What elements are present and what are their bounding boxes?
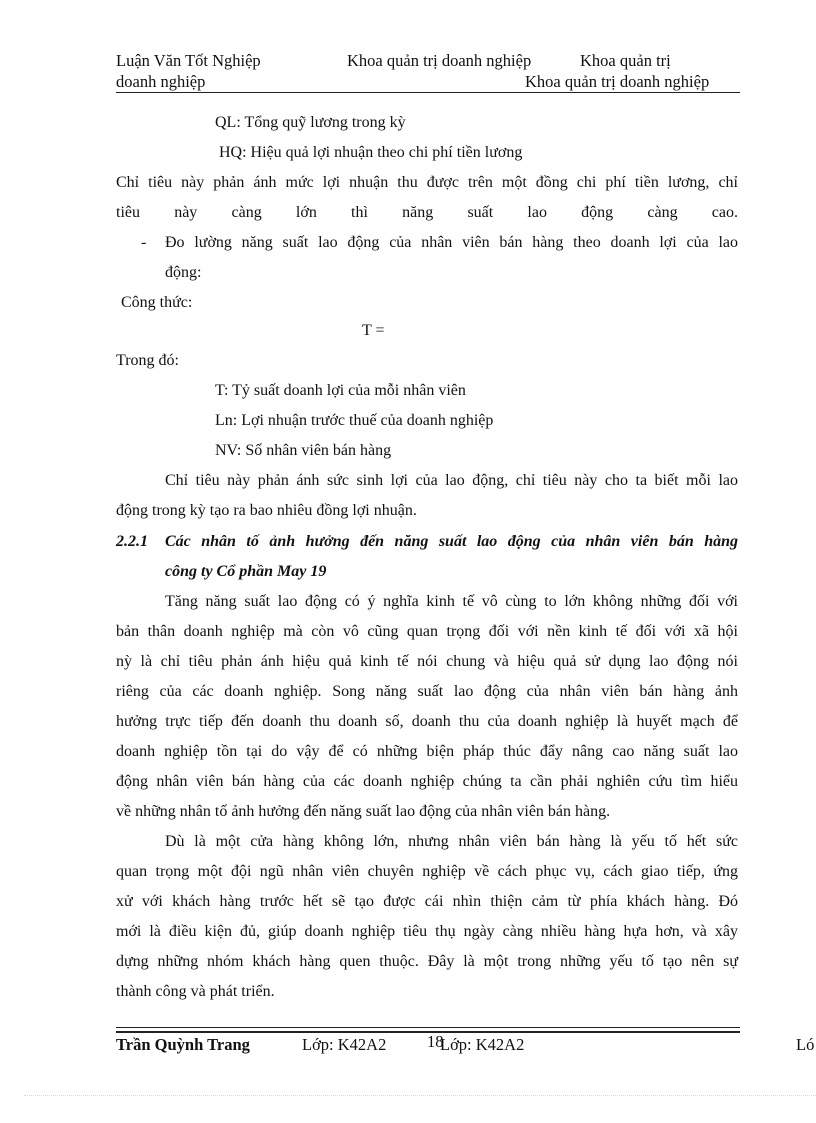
paragraph-4-line-2: quan trọng một đội ngũ nhân viên chuyên nghiệp về cách phục vụ, cách giao tiếp, ứng xyxy=(116,863,738,880)
header-right-line1: Khoa quản trị xyxy=(580,51,671,70)
where-label: Trong đó: xyxy=(116,352,179,369)
paragraph-3-line-5: hưởng trực tiếp đến doanh thu doanh số, doanh thu của doanh nghiệp là huyết mạch để xyxy=(116,713,738,730)
footer-class-1: Lớp: K42A2 xyxy=(302,1035,387,1054)
section-title-line-2: công ty Cổ phần May 19 xyxy=(165,563,327,580)
footer-author: Trần Quỳnh Trang xyxy=(116,1035,250,1054)
formula: T = xyxy=(362,322,385,339)
bullet-line-1: Đo lường năng suất lao động của nhân viên bán hàng theo doanh lợi của lao xyxy=(165,234,738,251)
paragraph-3-line-1: Tăng năng suất lao động có ý nghĩa kinh tế vô cùng to lớn không những đối với xyxy=(165,593,738,610)
formula-label: Công thức: xyxy=(121,294,193,311)
definition-ln: Ln: Lợi nhuận trước thuế của doanh nghiệp xyxy=(215,412,494,429)
footer-class-2: Lớp: K42A2 xyxy=(440,1035,525,1054)
section-title-line-1: Các nhân tố ảnh hưởng đến năng suất lao động của nhân viên bán hàng xyxy=(165,533,738,550)
header-left-line2: doanh nghiệp xyxy=(116,72,206,91)
paragraph-1-line-1: Chỉ tiêu này phản ánh mức lợi nhuận thu được trên một đồng chi phí tiền lương, chỉ xyxy=(116,174,738,191)
page-bottom-divider xyxy=(24,1095,816,1096)
paragraph-4-line-5: dựng những nhóm khách hàng quen thuộc. Đây là một trong những yếu tố tạo nên sự xyxy=(116,953,738,970)
paragraph-3-line-2: bản thân doanh nghiệp mà còn vô cũng quan trọng đối với nền kinh tế đối với xã hội xyxy=(116,623,738,640)
header-left-line1: Luận Văn Tốt Nghiệp xyxy=(116,51,261,70)
paragraph-4-line-1: Dù là một cửa hàng không lớn, nhưng nhân viên bán hàng là yếu tố hết sức xyxy=(165,833,738,850)
paragraph-3-line-6: doanh nghiệp tồn tại do vậy để có những biện pháp thúc đẩy nâng cao năng suất lao xyxy=(116,743,738,760)
paragraph-1-line-2: tiêu này càng lớn thì năng suất lao động càng cao. xyxy=(116,204,738,221)
paragraph-4-line-3: xử với khách hàng trước hết sẽ tạo được cái nhìn thiện cảm từ phía khách hàng. Đó xyxy=(116,893,738,910)
section-number: 2.2.1 xyxy=(116,533,148,550)
definition-ql: QL: Tổng quỹ lương trong kỳ xyxy=(215,114,406,131)
definition-hq: HQ: Hiệu quả lợi nhuận theo chi phí tiền lương xyxy=(219,144,523,161)
bullet-line-2: động: xyxy=(165,264,202,281)
definition-nv: NV: Số nhân viên bán hàng xyxy=(215,442,392,459)
header-right-line2: Khoa quản trị doanh nghiệp xyxy=(525,72,710,91)
paragraph-3-line-8: về những nhân tố ảnh hưởng đến năng suất lao động của nhân viên bán hàng. xyxy=(116,803,611,820)
footer-page-number: 18 xyxy=(427,1032,444,1051)
paragraph-2-line-1: Chỉ tiêu này phản ánh sức sinh lợi của lao động, chỉ tiêu này cho ta biết mỗi lao xyxy=(165,472,738,489)
paragraph-3-line-4: riêng của các doanh nghiệp. Song năng suất lao động của nhân viên bán hàng ảnh xyxy=(116,683,738,700)
paragraph-2-line-2: động trong kỳ tạo ra bao nhiêu đồng lợi nhuận. xyxy=(116,502,417,519)
paragraph-3-line-7: động nhân viên bán hàng của các doanh nghiệp chúng ta cần phải nghiên cứu tìm hiểu xyxy=(116,773,738,790)
footer-rule-thin xyxy=(116,1027,740,1028)
paragraph-4-line-6: thành công và phát triển. xyxy=(116,983,275,1000)
bullet-dash: - xyxy=(141,234,147,251)
header-center-line1: Khoa quản trị doanh nghiệp xyxy=(347,51,532,70)
definition-t: T: Tỷ suất doanh lợi của mỗi nhân viên xyxy=(215,382,466,399)
footer-class-3-cut: Ló xyxy=(796,1035,815,1054)
paragraph-4-line-4: mới là điều kiện đủ, giúp doanh nghiệp tiêu thụ ngày càng nhiều hàng hựa hơn, và xây xyxy=(116,923,738,940)
header-rule xyxy=(116,92,740,93)
paragraph-3-line-3: nỳ là chỉ tiêu phản ánh hiệu quả kinh tế nói chung và hiệu quả sử dụng lao động nói xyxy=(116,653,738,670)
